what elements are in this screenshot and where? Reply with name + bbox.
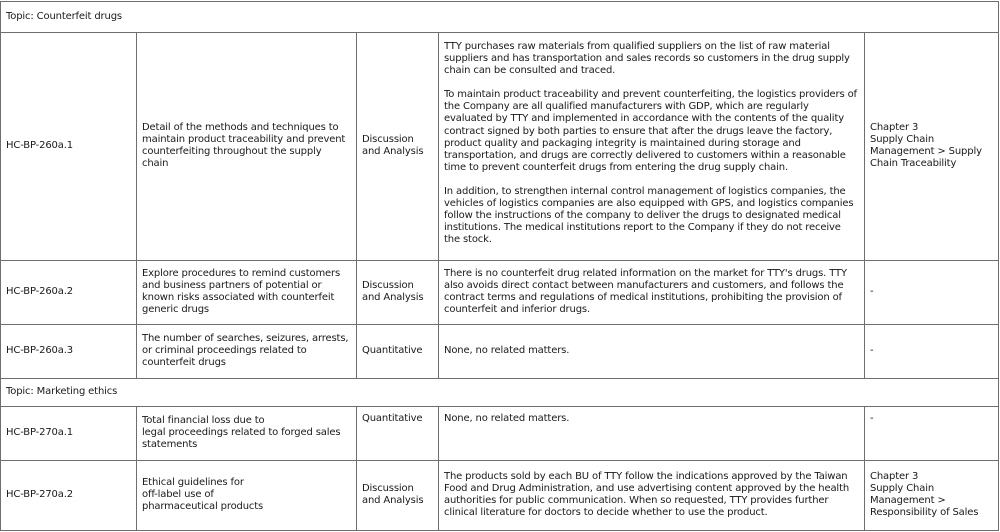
grid-line bbox=[0, 406, 999, 407]
disclosure-response bbox=[438, 260, 864, 324]
response-paragraph: None, no related matters. bbox=[444, 344, 570, 356]
metric-category: Discussion and Analysis bbox=[362, 482, 424, 506]
report-reference: Chapter 3 Supply Chain Management > Responsibility of Sales bbox=[870, 470, 979, 519]
metric-description: The number of searches, seizures, arrests, or criminal proceedings related to counterfeit drugs bbox=[142, 332, 349, 369]
grid-line bbox=[864, 32, 865, 379]
metric-description: Ethical guidelines for off-label use of pharmaceutical products bbox=[142, 476, 264, 513]
grid-line bbox=[0, 530, 999, 531]
grid-line bbox=[356, 406, 357, 531]
response-paragraph: TTY purchases raw materials from qualified suppliers on the list of raw material suppliers and has transportation and sales records so customers in the drug supply chain can be consulted and traced. bbox=[444, 41, 850, 77]
response-paragraph: The products sold by each BU of TTY follow the indications approved by the Taiwan Food and Drug Administration, and use advertising content approved by the health authorities for public communication. When so requested, TTY provides further clinical literature for doctors to decide whether to use the product. bbox=[444, 470, 850, 519]
metric-category: Discussion and Analysis bbox=[362, 133, 424, 157]
disclosure-response bbox=[438, 406, 864, 460]
metric-description: Detail of the methods and techniques to maintain product traceability and prevent counterfeiting throughout the supply chain bbox=[142, 121, 346, 170]
grid-line bbox=[0, 1, 999, 2]
metric-code: HC-BP-260a.2 bbox=[6, 285, 73, 297]
report-reference: - bbox=[870, 344, 874, 356]
disclosure-response bbox=[438, 460, 864, 530]
response-paragraph: There is no counterfeit drug related information on the market for TTY's drugs. TTY also avoids direct contact between manufacturers and customers, and follows the contract terms and regulations of medical institutions, prohibiting the provision of counterfeit and inferior drugs. bbox=[444, 267, 847, 316]
topic-header-counterfeit: Topic: Counterfeit drugs bbox=[6, 10, 122, 22]
grid-line bbox=[0, 1, 1, 531]
metric-code: HC-BP-260a.3 bbox=[6, 344, 73, 356]
grid-line bbox=[438, 406, 439, 531]
metric-description: Total financial loss due to legal proceedings related to forged sales statements bbox=[142, 414, 341, 451]
grid-line bbox=[998, 1, 999, 531]
metric-category: Quantitative bbox=[362, 413, 423, 424]
grid-line bbox=[0, 460, 999, 461]
grid-line bbox=[0, 378, 999, 379]
metric-code: HC-BP-270a.2 bbox=[6, 488, 73, 500]
disclosure-response bbox=[438, 324, 864, 378]
grid-line bbox=[0, 324, 999, 325]
metric-description: Explore procedures to remind customers and business partners of potential or known risks associated with counterfeit generic drugs bbox=[142, 267, 341, 316]
metric-code: HC-BP-270a.1 bbox=[6, 426, 73, 438]
response-paragraph: To maintain product traceability and prevent counterfeiting, the logistics providers of the Company are all qualified manufacturers with GDP, which are regularly evaluated by TTY and implemented in accordance with the contents of the quality contract signed by both parties to ensure that after the drugs leave the factory, product quality and packaging integrity is maintained during storage and transportation, and drugs are correctly delivered to customers within a reasonable time to prevent counterfeit drugs from entering the drug supply chain. bbox=[444, 89, 857, 173]
grid-line bbox=[0, 32, 999, 33]
metric-code: HC-BP-260a.1 bbox=[6, 139, 73, 151]
grid-line bbox=[136, 406, 137, 531]
disclosure-response bbox=[438, 32, 864, 260]
grid-line bbox=[438, 32, 439, 379]
grid-line bbox=[0, 260, 999, 261]
report-reference: - bbox=[870, 285, 874, 297]
report-reference: - bbox=[870, 413, 874, 424]
topic-header-marketing-ethics: Topic: Marketing ethics bbox=[6, 385, 118, 397]
response-paragraph: None, no related matters. bbox=[444, 413, 570, 424]
report-reference: Chapter 3 Supply Chain Management > Supply Chain Traceability bbox=[870, 121, 982, 170]
metric-category: Discussion and Analysis bbox=[362, 279, 424, 303]
response-paragraph: In addition, to strengthen internal control management of logistics companies, the vehicles of logistics companies are also equipped with GPS, and logistics companies follow the instructions of the company to deliver the drugs to designated medical institutions. The medical institutions report to the Company if they do not receive the stock. bbox=[444, 185, 854, 246]
grid-line bbox=[864, 406, 865, 531]
grid-line bbox=[356, 32, 357, 379]
metric-category: Quantitative bbox=[362, 344, 423, 356]
grid-line bbox=[136, 32, 137, 379]
